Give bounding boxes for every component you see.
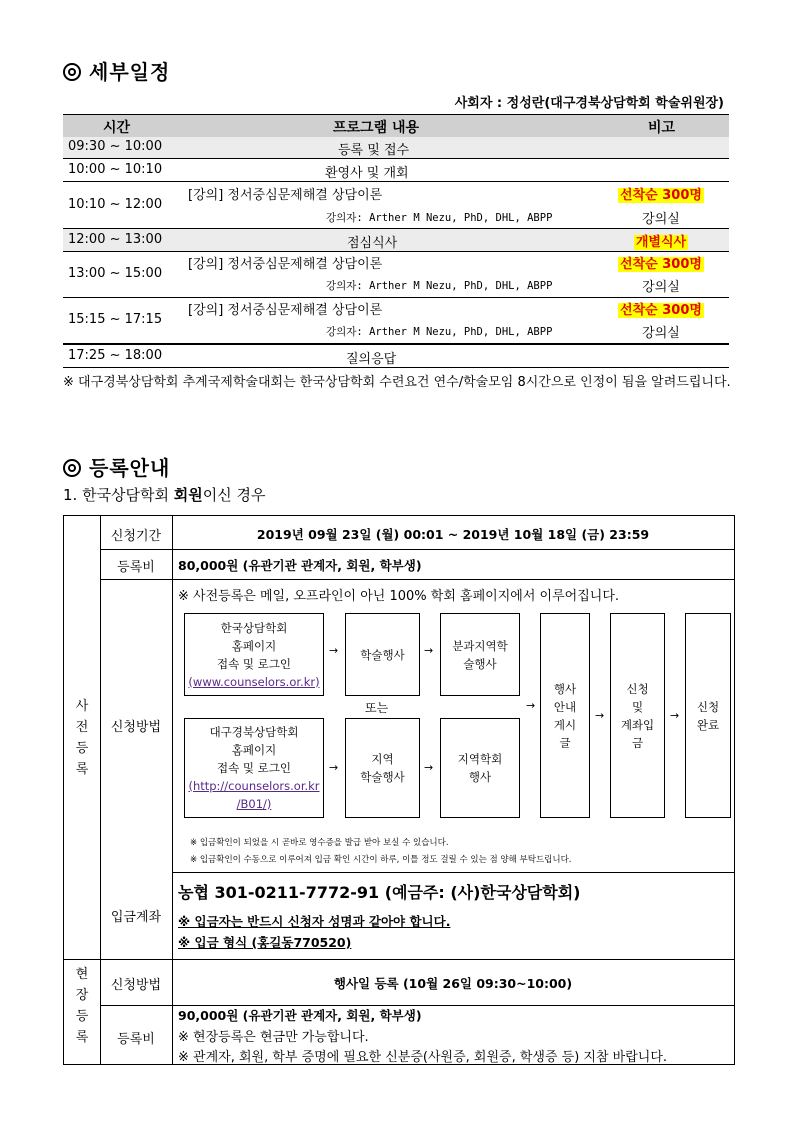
box-line: 신청 xyxy=(696,699,720,714)
account-note-format: ※ 입금 형식 (홍길동770520) xyxy=(178,935,352,950)
box-line: 완료 xyxy=(696,717,720,732)
schedule-footnote: ※ 대구경북상담학회 추계국제학술대회는 한국상담학회 수련요건 연수/학술모임 8시간으로 인정이 됨을 알려드립니다. xyxy=(63,375,731,390)
box-line: 계좌입 xyxy=(620,717,655,732)
box-line: 홈페이지 xyxy=(231,638,277,653)
lecturer-cell: 강의자: Arther M Nezu, PhD, DHL, ABPP xyxy=(326,326,553,338)
or-label: 또는 xyxy=(365,701,389,715)
pre-registration-label xyxy=(64,696,100,780)
subtitle-bold: 회원 xyxy=(173,486,203,504)
box-line: 대구경북상담학회 xyxy=(209,725,299,739)
box-line: 신청 xyxy=(626,681,649,696)
flow-box-local-academic xyxy=(345,718,420,818)
time-cell: 12:00 ~ 13:00 xyxy=(68,232,163,247)
program-cell: 질의응답 xyxy=(346,352,397,367)
table-row xyxy=(63,344,729,368)
table-row xyxy=(63,252,729,298)
subtitle-pre: 1. 한국상담학회 xyxy=(63,486,174,504)
box-line: 행사 xyxy=(468,770,492,784)
flow-box-kca-homepage xyxy=(184,613,324,696)
dgca-homepage-link-cont[interactable]: /B01/) xyxy=(236,797,272,811)
header-time: 시간 xyxy=(103,120,131,136)
box-line: 접속 및 로그인 xyxy=(217,761,291,775)
registration-heading xyxy=(63,452,170,481)
arrow-icon: → xyxy=(329,644,339,657)
onsite-method-value: 행사일 등록 (10월 26일 09:30~10:00) xyxy=(333,976,573,991)
fee-value: 80,000원 (유관기관 관계자, 회원, 학부생) xyxy=(178,558,422,573)
time-cell: 15:15 ~ 17:15 xyxy=(68,312,163,327)
table-row xyxy=(63,298,729,344)
box-line: 글 xyxy=(559,735,571,750)
method-label: 신청방법 xyxy=(110,720,162,735)
account-label: 입금계좌 xyxy=(110,910,162,925)
box-line: 행사 xyxy=(553,681,577,696)
flow-box-academic-event: 학술행사 xyxy=(345,613,420,696)
flow-box-dgca-homepage xyxy=(184,718,324,818)
arrow-icon: → xyxy=(329,761,339,774)
onsite-label-text: 현 장 등 록 xyxy=(75,967,89,1045)
program-cell: [강의] 정서중심문제해결 상담이론 xyxy=(188,188,383,203)
account-value: 농협 301-0211-7772-91 (예금주: (사)한국상담학회) xyxy=(178,883,581,902)
box-line: 홈페이지 xyxy=(231,743,277,757)
onsite-registration-label xyxy=(64,964,100,1048)
note-cell: 강의실 xyxy=(642,280,680,295)
box-line: 접속 및 로그인 xyxy=(217,656,291,671)
note-cell: 강의실 xyxy=(642,212,680,227)
pre-label-text: 사 전 등 록 xyxy=(75,699,89,777)
double-circle-icon xyxy=(63,63,81,81)
schedule-header xyxy=(63,114,729,138)
schedule-heading xyxy=(63,56,170,85)
box-line: 안내 xyxy=(553,699,577,714)
table-row xyxy=(63,137,729,159)
account-note-name: ※ 입금자는 반드시 신청자 성명과 같아야 합니다. xyxy=(178,914,451,929)
onsite-note-id: ※ 관계자, 회원, 학부 증명에 필요한 신분증(사원증, 회원증, 학생증 등) 지참 바랍니다. xyxy=(178,1050,668,1065)
flow-box-regional-event xyxy=(440,613,520,696)
header-note: 비고 xyxy=(648,120,676,136)
note-highlight: 선착순 300명 xyxy=(620,303,702,318)
table-row xyxy=(63,159,729,182)
double-circle-icon xyxy=(63,459,81,477)
time-cell: 09:30 ~ 10:00 xyxy=(68,139,163,154)
onsite-fee-label: 등록비 xyxy=(117,1032,155,1047)
arrow-icon: → xyxy=(424,761,434,774)
time-cell: 13:00 ~ 15:00 xyxy=(68,266,163,281)
registration-table xyxy=(63,515,735,1065)
registration-heading-text: 등록안내 xyxy=(89,456,171,480)
time-cell: 10:10 ~ 12:00 xyxy=(68,197,163,212)
header-program: 프로그램 내용 xyxy=(333,120,420,136)
box-line: 금 xyxy=(631,735,644,750)
onsite-method-label: 신청방법 xyxy=(110,978,162,993)
table-row xyxy=(63,182,729,229)
box-line: 지역 xyxy=(371,752,394,766)
table-row xyxy=(63,229,729,252)
program-cell: 점심식사 xyxy=(347,236,398,251)
box-line: 술행사 xyxy=(463,656,497,671)
onsite-note-cash: ※ 현장등록은 현금만 가능합니다. xyxy=(178,1030,369,1045)
box-line: 분과지역학 xyxy=(452,638,508,653)
note-highlight: 선착순 300명 xyxy=(620,257,702,272)
program-cell: [강의] 정서중심문제해결 상담이론 xyxy=(188,257,383,272)
kca-homepage-link[interactable]: (www.counselors.or.kr) xyxy=(188,674,320,689)
small-note-delay: ※ 입금확인이 수동으로 이루어져 입금 확인 시간이 하루, 이틀 정도 걸릴 수 있는 점 양해 부탁드립니다. xyxy=(190,855,572,865)
note-cell: 강의실 xyxy=(642,326,680,341)
box-line: 지역학회 xyxy=(457,752,503,766)
period-label: 신청기간 xyxy=(110,529,162,544)
subtitle-post: 이신 경우 xyxy=(202,486,266,504)
box-line: 및 xyxy=(631,699,644,714)
note-highlight: 선착순 300명 xyxy=(620,188,702,203)
registration-subtitle xyxy=(63,484,266,505)
arrow-icon: → xyxy=(595,709,605,722)
arrow-icon: → xyxy=(424,644,434,657)
period-value: 2019년 09월 23일 (월) 00:01 ~ 2019년 10월 18일 (금) 23:59 xyxy=(256,527,650,542)
time-cell: 17:25 ~ 18:00 xyxy=(68,348,163,363)
flow-box-local-event xyxy=(440,718,520,818)
fee-label: 등록비 xyxy=(117,560,155,575)
lecturer-cell: 강의자: Arther M Nezu, PhD, DHL, ABPP xyxy=(326,280,553,292)
box-line: 한국상담학회 xyxy=(220,620,288,635)
program-cell: 환영사 및 개회 xyxy=(325,166,409,181)
flow-box-event-notice xyxy=(540,613,590,818)
onsite-fee-value: 90,000원 (유관기관 관계자, 회원, 학부생) xyxy=(178,1008,422,1023)
program-cell: 등록 및 접수 xyxy=(338,143,410,158)
dgca-homepage-link[interactable]: (http://counselors.or.kr xyxy=(188,779,320,793)
method-note: ※ 사전등록은 메일, 오프라인이 아닌 100% 학회 홈페이지에서 이루어집니다. xyxy=(178,589,620,604)
arrow-icon: → xyxy=(670,709,680,722)
program-cell: [강의] 정서중심문제해결 상담이론 xyxy=(188,303,383,318)
box-line: 게시 xyxy=(553,717,577,732)
flow-box-complete xyxy=(685,613,731,818)
schedule-heading-text: 세부일정 xyxy=(89,60,171,84)
time-cell: 10:00 ~ 10:10 xyxy=(68,162,163,177)
flow-box-apply-pay xyxy=(610,613,665,818)
box-line: 학술행사 xyxy=(360,770,405,784)
note-highlight: 개별식사 xyxy=(635,235,687,250)
moderator: 사회자 : 정성란(대구경북상담학회 학술위원장) xyxy=(454,96,724,111)
small-note-receipt: ※ 입금확인이 되었을 시 곧바로 영수증을 발급 받아 보실 수 있습니다. xyxy=(190,838,449,848)
lecturer-cell: 강의자: Arther M Nezu, PhD, DHL, ABPP xyxy=(326,212,553,224)
arrow-icon: → xyxy=(526,699,536,712)
